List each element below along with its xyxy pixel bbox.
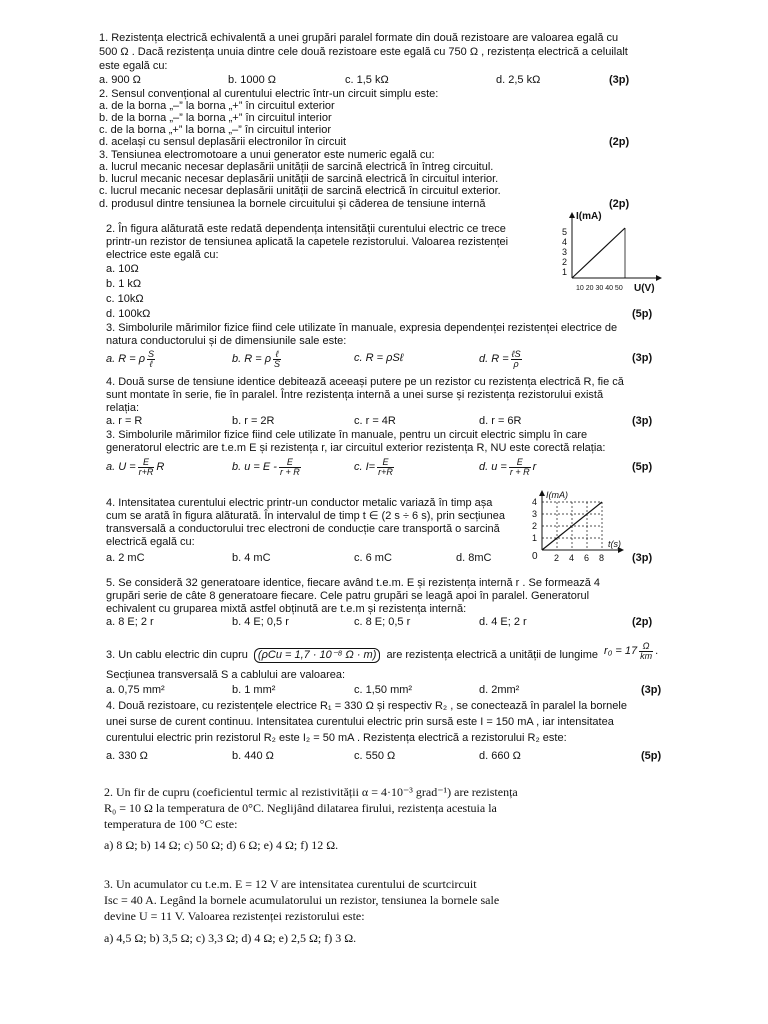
- q4b-line-1: 4. Intensitatea curentului electric printr-un conductor metalic variază în timp așa: [106, 497, 493, 509]
- q2c-line-1: 2. Un fir de cupru (coeficientul termic al rezistivității α = 4·10⁻³ grad⁻¹) are rezistența: [104, 785, 518, 799]
- q4b-option-c: c. 6 mC: [354, 552, 392, 564]
- q3c-line-2: generatorul electric are t.e.m E și rezistența r, iar circuitul exterior rezistența R, NU este corectă relația:: [106, 442, 606, 454]
- q3a-line-1: 3. Tensiunea electromotoare a unui generator este numeric egală cu:: [99, 149, 435, 161]
- q5-option-a: a. 8 E; 2 r: [106, 616, 154, 628]
- q4c-line-1: 4. Două rezistoare, cu rezistențele electrice R₁ = 330 Ω și respectiv R₂ , se conectează în paralel la bornele: [106, 700, 627, 712]
- q3b-option-c: c. R = ρSℓ: [354, 352, 404, 364]
- q3e-line-2: Isc = 40 A. Legând la bornele acumulatorului un rezistor, tensiunea la bornele sale: [104, 893, 500, 907]
- q4b-option-a: a. 2 mC: [106, 552, 145, 564]
- q4a-option-b: b. r = 2R: [232, 415, 275, 427]
- q4b-line-2: cum se arată în figura alăturată. În intervalul de timp t ∈ (2 s ÷ 6 s), prin secțiunea: [106, 510, 505, 522]
- it-graph-ytick-1: 1: [532, 533, 538, 543]
- iu-graph-ytick-5: 5: [562, 227, 568, 237]
- q2b-line-3: electrice este egală cu:: [106, 249, 219, 261]
- q3c-points: (5p): [632, 461, 653, 473]
- it-graph-ytick-4: 4: [532, 497, 538, 507]
- it-graph-xtick-2: 2: [554, 553, 560, 563]
- q4c-option-a: a. 330 Ω: [106, 750, 148, 762]
- q3a-points: (2p): [609, 198, 630, 210]
- q3e-answers: a) 4,5 Ω; b) 3,5 Ω; c) 3,3 Ω; d) 4 Ω; e) 2,5 Ω; f) 3 Ω.: [104, 931, 357, 945]
- q3d-points: (3p): [641, 684, 662, 696]
- q5-option-d: d. 4 E; 2 r: [479, 616, 527, 628]
- q3d-option-a: a. 0,75 mm²: [106, 684, 165, 696]
- iu-graph-ytick-2: 2: [562, 257, 568, 267]
- q4c-option-b: b. 440 Ω: [232, 750, 274, 762]
- q3d-line-1: 3. Un cablu electric din cupru (ρCu = 1,7 · 10⁻⁸ Ω · m) are rezistența electrică a unității de lungime: [106, 649, 598, 661]
- iu-graph-ytick-3: 3: [562, 247, 568, 257]
- q3b-line-2: natura conductorului și de dimensiunile sale este:: [106, 335, 347, 347]
- q3b-points: (3p): [632, 352, 653, 364]
- q3a-line-2: a. lucrul mecanic necesar deplasării unității de sarcină electrică în întreg circuitul.: [99, 161, 494, 173]
- q3c-option-c: c. I= $\frac{E}{r+R}$: [354, 456, 393, 477]
- q4a-option-a: a. r = R: [106, 415, 143, 427]
- q3d-option-d: d. 2mm²: [479, 684, 520, 696]
- q4c-line-2: unei surse de curent continuu. Intensitatea curentului electric prin sursă este I = 150 mA , iar intensitatea: [106, 716, 614, 728]
- q1-line-2: 500 Ω . Dacă rezistența unuia dintre cele două rezistoare este egală cu 750 Ω , rezistența electrică a celuilalt: [99, 46, 628, 58]
- it-graph-xtick-8: 8: [599, 553, 605, 563]
- q3d-option-b: b. 1 mm²: [232, 684, 276, 696]
- iu-graph-xticks: 10 20 30 40 50: [576, 285, 623, 292]
- q5-option-c: c. 8 E; 0,5 r: [354, 616, 411, 628]
- q4a-option-c: c. r = 4R: [354, 415, 396, 427]
- q4a-line-3: relația:: [106, 402, 140, 414]
- q2b-line-2: printr-un rezistor de tensiunea aplicată la capetele rezistorului. Valoarea rezistenței: [106, 236, 509, 248]
- q3d-r0-formula: r₀ = 17 $\frac{\Omega}{km}$ .: [604, 640, 659, 661]
- q4c-line-3: curentului electric prin rezistorul R₂ este I₂ = 50 mA . Rezistența electrică a rezistorului R₂ este:: [106, 732, 567, 744]
- it-graph-xlabel: t(s): [608, 539, 621, 549]
- q2c-line-3: temperatura de 100 °C este:: [104, 817, 238, 831]
- q3d-rho-formula: (ρCu = 1,7 · 10⁻⁸ Ω · m): [254, 648, 380, 663]
- iu-graph-ytick-4: 4: [562, 237, 568, 247]
- q3c-option-d: d. u = $\frac{E}{r + R}$ r: [479, 456, 537, 477]
- q2a-line-3: b. de la borna „–” la borna „+” în circuitul interior: [99, 112, 332, 124]
- q2b-option-b: b. 1 kΩ: [106, 278, 142, 290]
- q4a-points: (3p): [632, 415, 653, 427]
- q1-option-b: b. 1000 Ω: [228, 74, 276, 86]
- q5-line-1: 5. Se consideră 32 generatoare identice, fiecare având t.e.m. E și rezistența internă r . Se formează 4: [106, 577, 601, 589]
- q3e-line-1: 3. Un acumulator cu t.e.m. E = 12 V are intensitatea curentului de scurtcircuit: [104, 877, 477, 891]
- q4a-option-d: d. r = 6R: [479, 415, 522, 427]
- q2b-line-1: 2. În figura alăturată este redată dependența intensității curentului electric ce trece: [106, 223, 506, 235]
- q4b-option-d: d. 8mC: [456, 552, 492, 564]
- q2b-points: (5p): [632, 308, 653, 320]
- iu-graph-ylabel: I(mA): [576, 211, 602, 222]
- q4b-points: (3p): [632, 552, 653, 564]
- q3b-line-1: 3. Simbolurile mărimilor fizice fiind cele utilizate în manuale, expresia dependenței rezistenței electrice de: [106, 322, 618, 334]
- q2a-line-4: c. de la borna „+” la borna „–” în circuitul interior: [99, 124, 332, 136]
- q1-points: (3p): [609, 74, 630, 86]
- q5-points: (2p): [632, 616, 653, 628]
- it-graph-xtick-4: 4: [569, 553, 575, 563]
- q3e-line-3: devine U = 11 V. Valoarea rezistenței rezistorului este:: [104, 909, 365, 923]
- iu-graph-xlabel: U(V): [634, 283, 655, 294]
- q2c-answers: a) 8 Ω; b) 14 Ω; c) 50 Ω; d) 6 Ω; e) 4 Ω; f) 12 Ω.: [104, 838, 339, 852]
- q5-option-b: b. 4 E; 0,5 r: [232, 616, 289, 628]
- q2a-line-2: a. de la borna „–” la borna „+” în circuitul exterior: [99, 100, 335, 112]
- q3b-option-a: a. R = ρ $\frac{S}{\text{ℓ}}$: [106, 348, 155, 369]
- q3a-line-4: c. lucrul mecanic necesar deplasării unității de sarcină electrică în circuitul exterior.: [99, 185, 501, 197]
- q2c-line-2: R₀ = 10 Ω la temperatura de 0°C. Neglijând dilatarea firului, rezistența acestuia la: [104, 801, 497, 815]
- q3d-line-2: Secțiunea transversală S a cablului are valoarea:: [106, 669, 346, 681]
- q4b-option-b: b. 4 mC: [232, 552, 271, 564]
- q3a-line-3: b. lucrul mecanic necesar deplasării unității de sarcină electrică în circuitul interior.: [99, 173, 499, 185]
- q4c-option-d: d. 660 Ω: [479, 750, 521, 762]
- q3c-option-a: a. U = $\frac{E}{r+R}$ R: [106, 456, 165, 477]
- q2b-option-d: d. 100kΩ: [106, 308, 151, 320]
- iu-graph-ytick-1: 1: [562, 267, 568, 277]
- it-graph-xtick-6: 6: [584, 553, 590, 563]
- iu-graph: [550, 208, 665, 303]
- q4c-option-c: c. 550 Ω: [354, 750, 396, 762]
- q4c-points: (5p): [641, 750, 662, 762]
- q1-line-1: 1. Rezistența electrică echivalentă a unei grupări paralel formate din două rezistoare are valoarea egală cu: [99, 32, 619, 44]
- q2a-points: (2p): [609, 136, 630, 148]
- it-graph-ylabel: I(mA): [546, 490, 568, 500]
- q3b-option-b: b. R = ρ $\frac{\text{ℓ}}{S}$: [232, 348, 281, 369]
- it-graph-ytick-2: 2: [532, 521, 538, 531]
- q4a-line-2: sunt montate în serie, fie în paralel. Între rezistența internă a unei surse și rezistența rezistorului există: [106, 389, 604, 401]
- q4a-line-1: 4. Două surse de tensiune identice debitează aceeași putere pe un rezistor cu rezistența electrică R, fie că: [106, 376, 624, 388]
- q4b-line-3: transversală a conductorului trec electroni de conducție care transportă o sarcină: [106, 523, 500, 535]
- it-graph: [522, 487, 632, 575]
- q5-line-3: echivalent cu gruparea mixtă astfel obținută are t.e.m și rezistența internă:: [106, 603, 467, 615]
- q1-line-3: este egală cu:: [99, 60, 168, 72]
- q2a-line-1: 2. Sensul convențional al curentului electric într-un circuit simplu este:: [99, 88, 439, 100]
- it-graph-origin: 0: [532, 551, 538, 562]
- q3c-line-1: 3. Simbolurile mărimilor fizice fiind cele utilizate în manuale, pentru un circuit electric simplu în care: [106, 429, 588, 441]
- q2b-option-c: c. 10kΩ: [106, 293, 144, 305]
- q3b-option-d: d. R = $\frac{\text{ℓS}}{\rho}$: [479, 348, 521, 369]
- q1-option-a: a. 900 Ω: [99, 74, 141, 86]
- q3d-option-c: c. 1,50 mm²: [354, 684, 413, 696]
- q5-line-2: grupări serie de câte 8 generatoare fiecare. Cele patru grupări se leagă apoi în paralel. Generatorul: [106, 590, 590, 602]
- q1-option-d: d. 2,5 kΩ: [496, 74, 541, 86]
- q2a-line-5: d. același cu sensul deplasării electronilor în circuit: [99, 136, 347, 148]
- q4b-line-4: electrică egală cu:: [106, 536, 195, 548]
- it-graph-ytick-3: 3: [532, 509, 538, 519]
- q3a-line-5: d. produsul dintre tensiunea la bornele circuitului și căderea de tensiune internă: [99, 198, 486, 210]
- q1-option-c: c. 1,5 kΩ: [345, 74, 389, 86]
- q2b-option-a: a. 10Ω: [106, 263, 139, 275]
- q3c-option-b: b. u = E - $\frac{E}{r + R}$: [232, 456, 300, 477]
